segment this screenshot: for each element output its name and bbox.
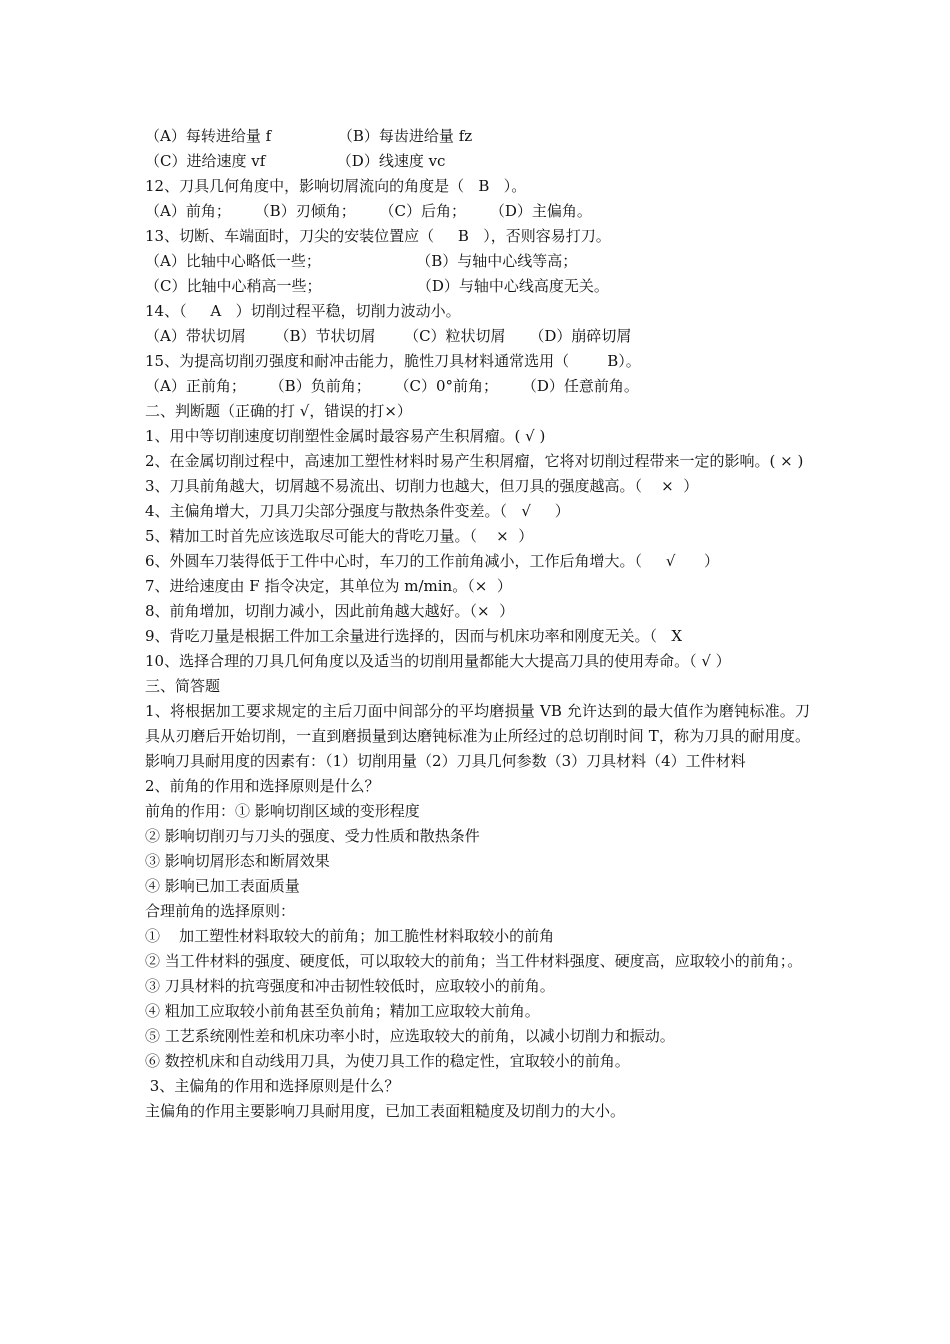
answer-line: ⑤ 工艺系统刚性差和机床功率小时，应选取较大的前角，以减小切削力和振动。 [145, 1027, 675, 1045]
judgment-item-6: 6、外圆车刀装得低于工件中心时，车刀的工作前角减小，工作后角增大。（ √ ） [145, 552, 720, 570]
judgment-item-1: 1、用中等切削速度切削塑性金属时最容易产生积屑瘤。( √ ) [145, 427, 546, 445]
answer-line: ③ 刀具材料的抗弯强度和冲击韧性较低时，应取较小的前角。 [145, 977, 555, 995]
answer-line: ⑥ 数控机床和自动线用刀具，为使刀具工作的稳定性，宜取较小的前角。 [145, 1052, 630, 1070]
answer-line: 主偏角的作用主要影响刀具耐用度，已加工表面粗糙度及切削力的大小。 [145, 1102, 626, 1120]
answer-line: ① 加工塑性材料取较大的前角；加工脆性材料取较小的前角 [145, 927, 555, 945]
judgment-item-5: 5、精加工时首先应该选取尽可能大的背吃刀量。（ × ） [145, 527, 534, 545]
option-line: （A）每转进给量 f （B）每齿进给量 fz [145, 127, 473, 145]
answer-line: 前角的作用：① 影响切削区域的变形程度 [145, 802, 420, 820]
option-line: （A）前角； （B）刃倾角； （C）后角； （D）主偏角。 [145, 202, 592, 220]
option-line: （C）比轴中心稍高一些； （D）与轴中心线高度无关。 [145, 277, 609, 295]
answer-line: ② 影响切削刃与刀头的强度、受力性质和散热条件 [145, 827, 480, 845]
judgment-item-8: 8、前角增加，切削力减小，因此前角越大越好。（× ） [145, 602, 515, 620]
answer-line: ④ 粗加工应取较小前角甚至负前角；精加工应取较大前角。 [145, 1002, 540, 1020]
answer-line: ② 当工件材料的强度、硬度低，可以取较大的前角；当工件材料强度、硬度高，应取较小的前角；。 [145, 952, 803, 970]
question-14: 14、（ A ）切削过程平稳，切削力波动小。 [145, 302, 461, 320]
option-line: （A）正前角； （B）负前角； （C）0°前角； （D）任意前角。 [145, 377, 639, 395]
answer-line: ④ 影响已加工表面质量 [145, 877, 300, 895]
judgment-item-10: 10、选择合理的刀具几何角度以及适当的切削用量都能大大提高刀具的使用寿命。（ √ ） [145, 652, 731, 670]
section-heading-true-false: 二、判断题（正确的打 √，错误的打×） [145, 402, 412, 420]
question-12: 12、刀具几何角度中，影响切屑流向的角度是（ B ）。 [145, 177, 527, 195]
answer-line: ③ 影响切屑形态和断屑效果 [145, 852, 330, 870]
option-line: （C）进给速度 vf （D）线速度 vc [145, 152, 446, 170]
judgment-item-3: 3、刀具前角越大，切屑越不易流出、切削力也越大，但刀具的强度越高。（ × ） [145, 477, 699, 495]
question-rake-angle: 2、前角的作用和选择原则是什么？ [145, 777, 380, 795]
judgment-item-4: 4、主偏角增大，刀具刀尖部分强度与散热条件变差。（ √ ） [145, 502, 570, 520]
question-15: 15、为提高切削刃强度和耐冲击能力，脆性刀具材料通常选用（ B）。 [145, 352, 641, 370]
question-13: 13、切断、车端面时，刀尖的安装位置应（ B ），否则容易打刀。 [145, 227, 611, 245]
section-heading-short-answer: 三、简答题 [145, 677, 221, 695]
option-line: （A）带状切屑 （B）节状切屑 （C）粒状切屑 （D）崩碎切屑 [145, 327, 632, 345]
judgment-item-7: 7、进给速度由 F 指令决定，其单位为 m/min。（× ） [145, 577, 512, 595]
question-lead-angle: 3、主偏角的作用和选择原则是什么？ [145, 1077, 400, 1095]
judgment-item-9: 9、背吃刀量是根据工件加工余量进行选择的，因而与机床功率和刚度无关。（ X [145, 627, 683, 645]
answer-paragraph-1: 1、将根据加工要求规定的主后刀面中间部分的平均磨损量 VB 允许达到的最大值作为磨钝标准。刀具从刃磨后开始切削，一直到磨损量到达磨钝标准为止所经过的总切削时间 T，称为刀具的耐用度。影响刀具耐用度的因素有：（1）切削用量（2）刀具几何参数（3）刀具材料（4）工件材料 [145, 702, 810, 770]
option-line: （A）比轴中心略低一些； （B）与轴中心线等高； [145, 252, 578, 270]
document-page [145, 124, 810, 1124]
answer-line: 合理前角的选择原则： [145, 902, 296, 920]
judgment-item-2: 2、在金属切削过程中，高速加工塑性材料时易产生积屑瘤，它将对切削过程带来一定的影响。( × ) [145, 452, 804, 470]
